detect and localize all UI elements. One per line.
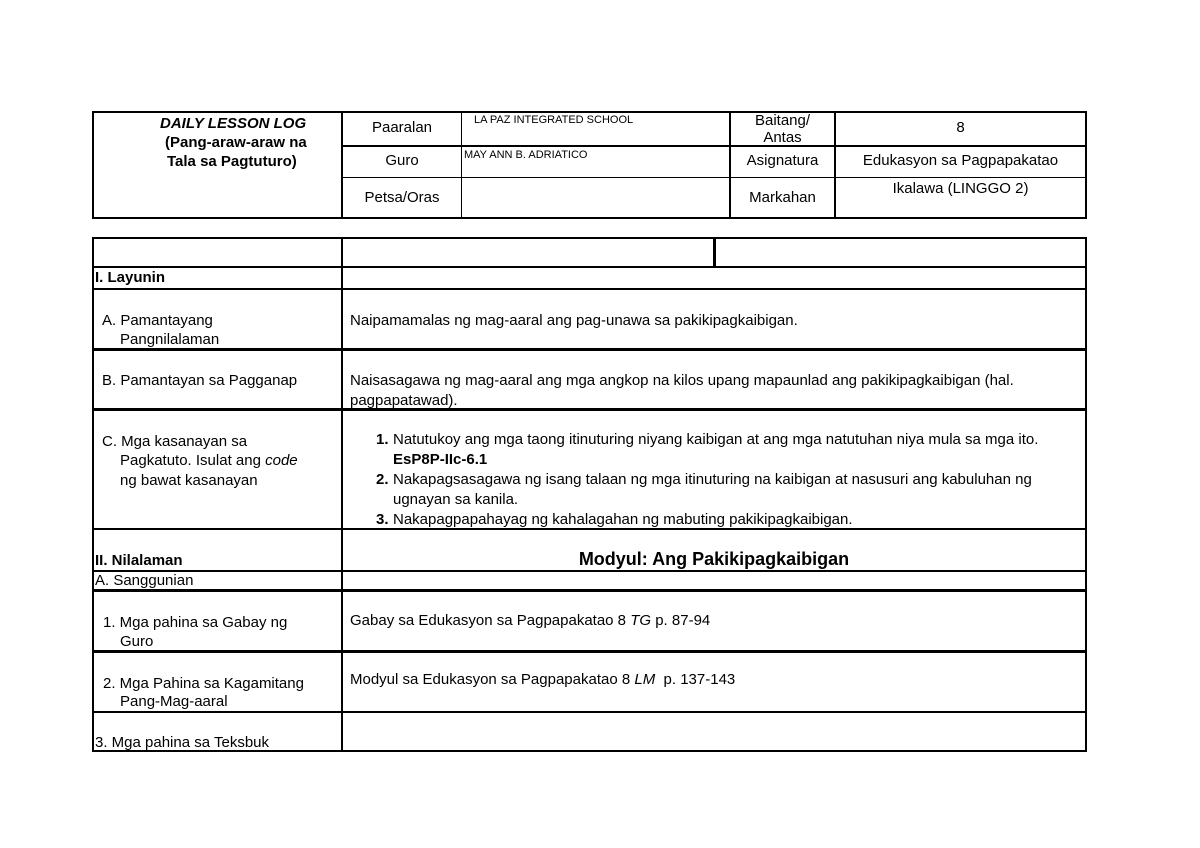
objective-number: 3. — [376, 511, 389, 528]
objective-text: Nakapagpapahayag ng kahalagahan ng mabuting pakikipagkaibigan. — [393, 511, 853, 528]
teksbuk-label: 3. Mga pahina sa Teksbuk — [95, 734, 270, 751]
gabay-guro-value-tg: TG — [630, 612, 652, 629]
objective-number: 1. — [376, 431, 389, 448]
gabay-guro-value-text: Gabay sa Edukasyon sa Pagpapakatao 8 — [350, 612, 631, 629]
markahan-value: Ikalawa (LINGGO 2) — [892, 180, 1029, 197]
petsa-label: Petsa/Oras — [364, 189, 440, 206]
kasanayan-label-2-text: Pagkatuto. Isulat ang — [120, 452, 261, 469]
kagamitan-label-1: 2. Mga Pahina sa Kagamitang — [103, 675, 304, 692]
asignatura-label: Asignatura — [746, 152, 819, 169]
nilalaman-heading: II. Nilalaman — [95, 552, 183, 569]
kagamitan-value — [350, 671, 735, 688]
objective-number: 2. — [376, 471, 389, 488]
objective-text: Natutukoy ang mga taong itinuturing niyang kaibigan at ang mga natutuhan niya mula sa mga ito. — [393, 431, 1039, 448]
kasanayan-label-2 — [120, 452, 298, 469]
lesson-log-title: DAILY LESSON LOG — [160, 115, 307, 132]
layunin-heading: I. Layunin — [95, 269, 166, 286]
kasanayan-label-code: code — [265, 452, 298, 469]
kagamitan-label-2: Pang-Mag-aaral — [120, 693, 228, 710]
baitang-value: 8 — [956, 119, 965, 136]
baitang-label-1: Baitang/ — [754, 112, 811, 129]
gabay-guro-value — [350, 612, 710, 629]
pamantayang-pangnilalaman-value: Naipamamalas ng mag-aaral ang pag-unawa sa pakikipagkaibigan. — [350, 312, 798, 329]
lesson-log-subtitle-line1: (Pang-araw-araw na — [165, 134, 307, 151]
paaralan-value: LA PAZ INTEGRATED SCHOOL — [474, 114, 634, 126]
kagamitan-value-text: Modyul sa Edukasyon sa Pagpapakatao 8 — [350, 671, 635, 688]
gabay-guro-label-2: Guro — [120, 633, 154, 650]
guro-label: Guro — [385, 152, 419, 169]
objective-item — [343, 510, 1078, 530]
pamantayang-pangnilalaman-label: A. Pamantayang — [102, 312, 213, 329]
lesson-log-subtitle-line2: Tala sa Pagtuturo) — [167, 153, 297, 170]
baitang-label-2: Antas — [763, 129, 802, 146]
gabay-guro-label-1: 1. Mga pahina sa Gabay ng — [103, 614, 288, 631]
objective-item — [343, 470, 1078, 510]
objectives-list — [343, 430, 1078, 530]
kasanayan-label-1: C. Mga kasanayan sa — [102, 433, 248, 450]
module-title: Modyul: Ang Pakikipagkaibigan — [578, 549, 850, 569]
kagamitan-value-lm: LM — [634, 671, 656, 688]
sanggunian-heading: A. Sanggunian — [95, 572, 194, 589]
kasanayan-label-3: ng bawat kasanayan — [120, 472, 258, 489]
pamantayan-pagganap-value: Naisasagawa ng mag-aaral ang mga angkop na kilos upang mapaunlad ang pakikipagkaibigan (hal. pagpapatawad). — [350, 372, 1014, 409]
pamantayan-pagganap-label: B. Pamantayan sa Pagganap — [102, 372, 298, 389]
guro-value: MAY ANN B. ADRIATICO — [464, 149, 588, 161]
objective-text: Nakapagsasagawa ng isang talaan ng mga itinuturing na kaibigan at nasusuri ang kabuluhan ng ugnayan sa kanila. — [393, 471, 1032, 508]
paaralan-label: Paaralan — [371, 119, 433, 136]
kagamitan-value-pages: p. 137-143 — [655, 671, 736, 688]
pamantayang-pangnilalaman-label-2: Pangnilalaman — [120, 331, 220, 348]
objective-code: EsP8P-IIc-6.1 — [393, 451, 488, 468]
gabay-guro-value-pages: p. 87-94 — [651, 612, 711, 629]
objective-item — [343, 430, 1078, 470]
markahan-label: Markahan — [749, 189, 816, 206]
asignatura-value: Edukasyon sa Pagpapakatao — [862, 152, 1059, 169]
